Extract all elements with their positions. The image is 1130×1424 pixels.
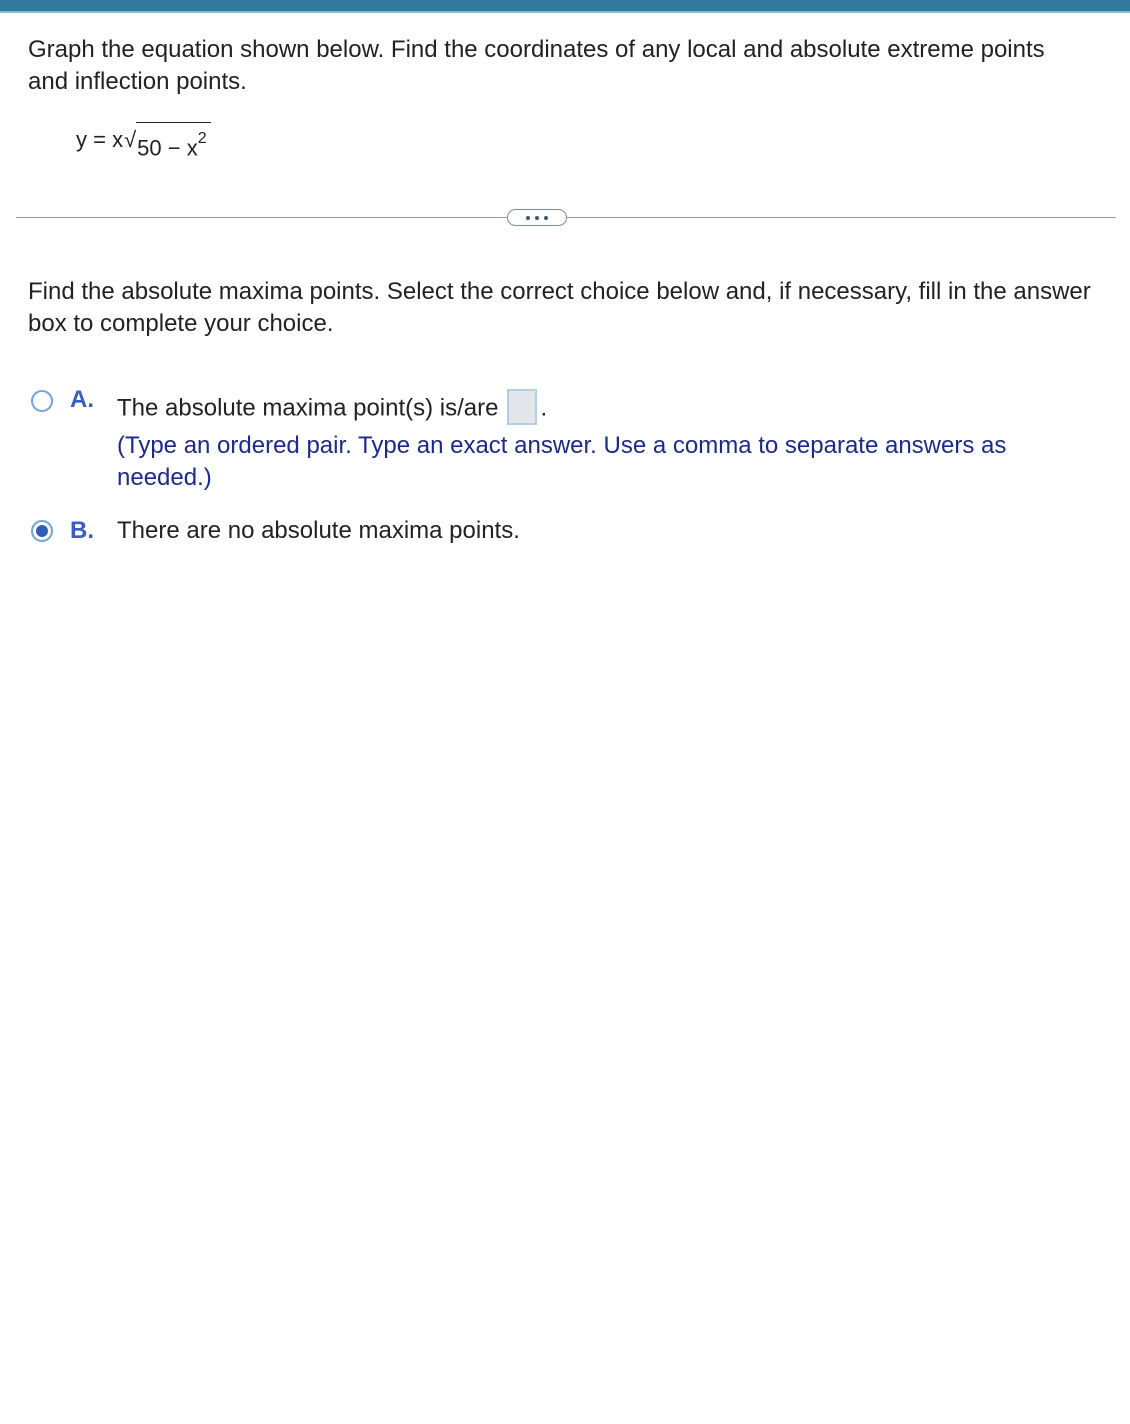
choice-a-letter: A. xyxy=(70,386,94,413)
answer-input-box[interactable] xyxy=(507,389,537,425)
choice-a-hint: (Type an ordered pair. Type an exact answer. Use a comma to separate answers as needed.) xyxy=(117,432,1007,491)
choice-b-letter: B. xyxy=(70,517,94,544)
question-text: Graph the equation shown below. Find the coordinates of any local and absolute extreme points and inflection points. xyxy=(28,36,1045,95)
equation xyxy=(76,118,211,162)
choice-a-suffix: . xyxy=(540,394,548,422)
part-prompt: Find the absolute maxima points. Select the correct choice below and, if necessary, fill in the answer box to complete your choice. xyxy=(28,278,1091,337)
choice-b-text: There are no absolute maxima points. xyxy=(117,517,520,544)
choice-b-radio[interactable] xyxy=(31,520,53,542)
equation-lhs: y = x xyxy=(76,127,124,152)
choice-a-label xyxy=(117,391,547,427)
choice-a-radio[interactable] xyxy=(31,390,53,412)
equation-radicand xyxy=(136,122,210,168)
radio-selected-dot xyxy=(36,525,48,537)
ellipsis-icon xyxy=(526,216,530,220)
radicand-base: 50 − x xyxy=(137,135,198,161)
radicand-exponent: 2 xyxy=(197,130,207,147)
square-root-icon: √ xyxy=(124,127,137,152)
top-bar-accent xyxy=(0,11,1130,13)
ellipsis-icon xyxy=(544,216,548,220)
show-more-button[interactable] xyxy=(507,209,567,226)
ellipsis-icon xyxy=(535,216,539,220)
choice-a-text: The absolute maxima point(s) is/are xyxy=(117,394,499,422)
